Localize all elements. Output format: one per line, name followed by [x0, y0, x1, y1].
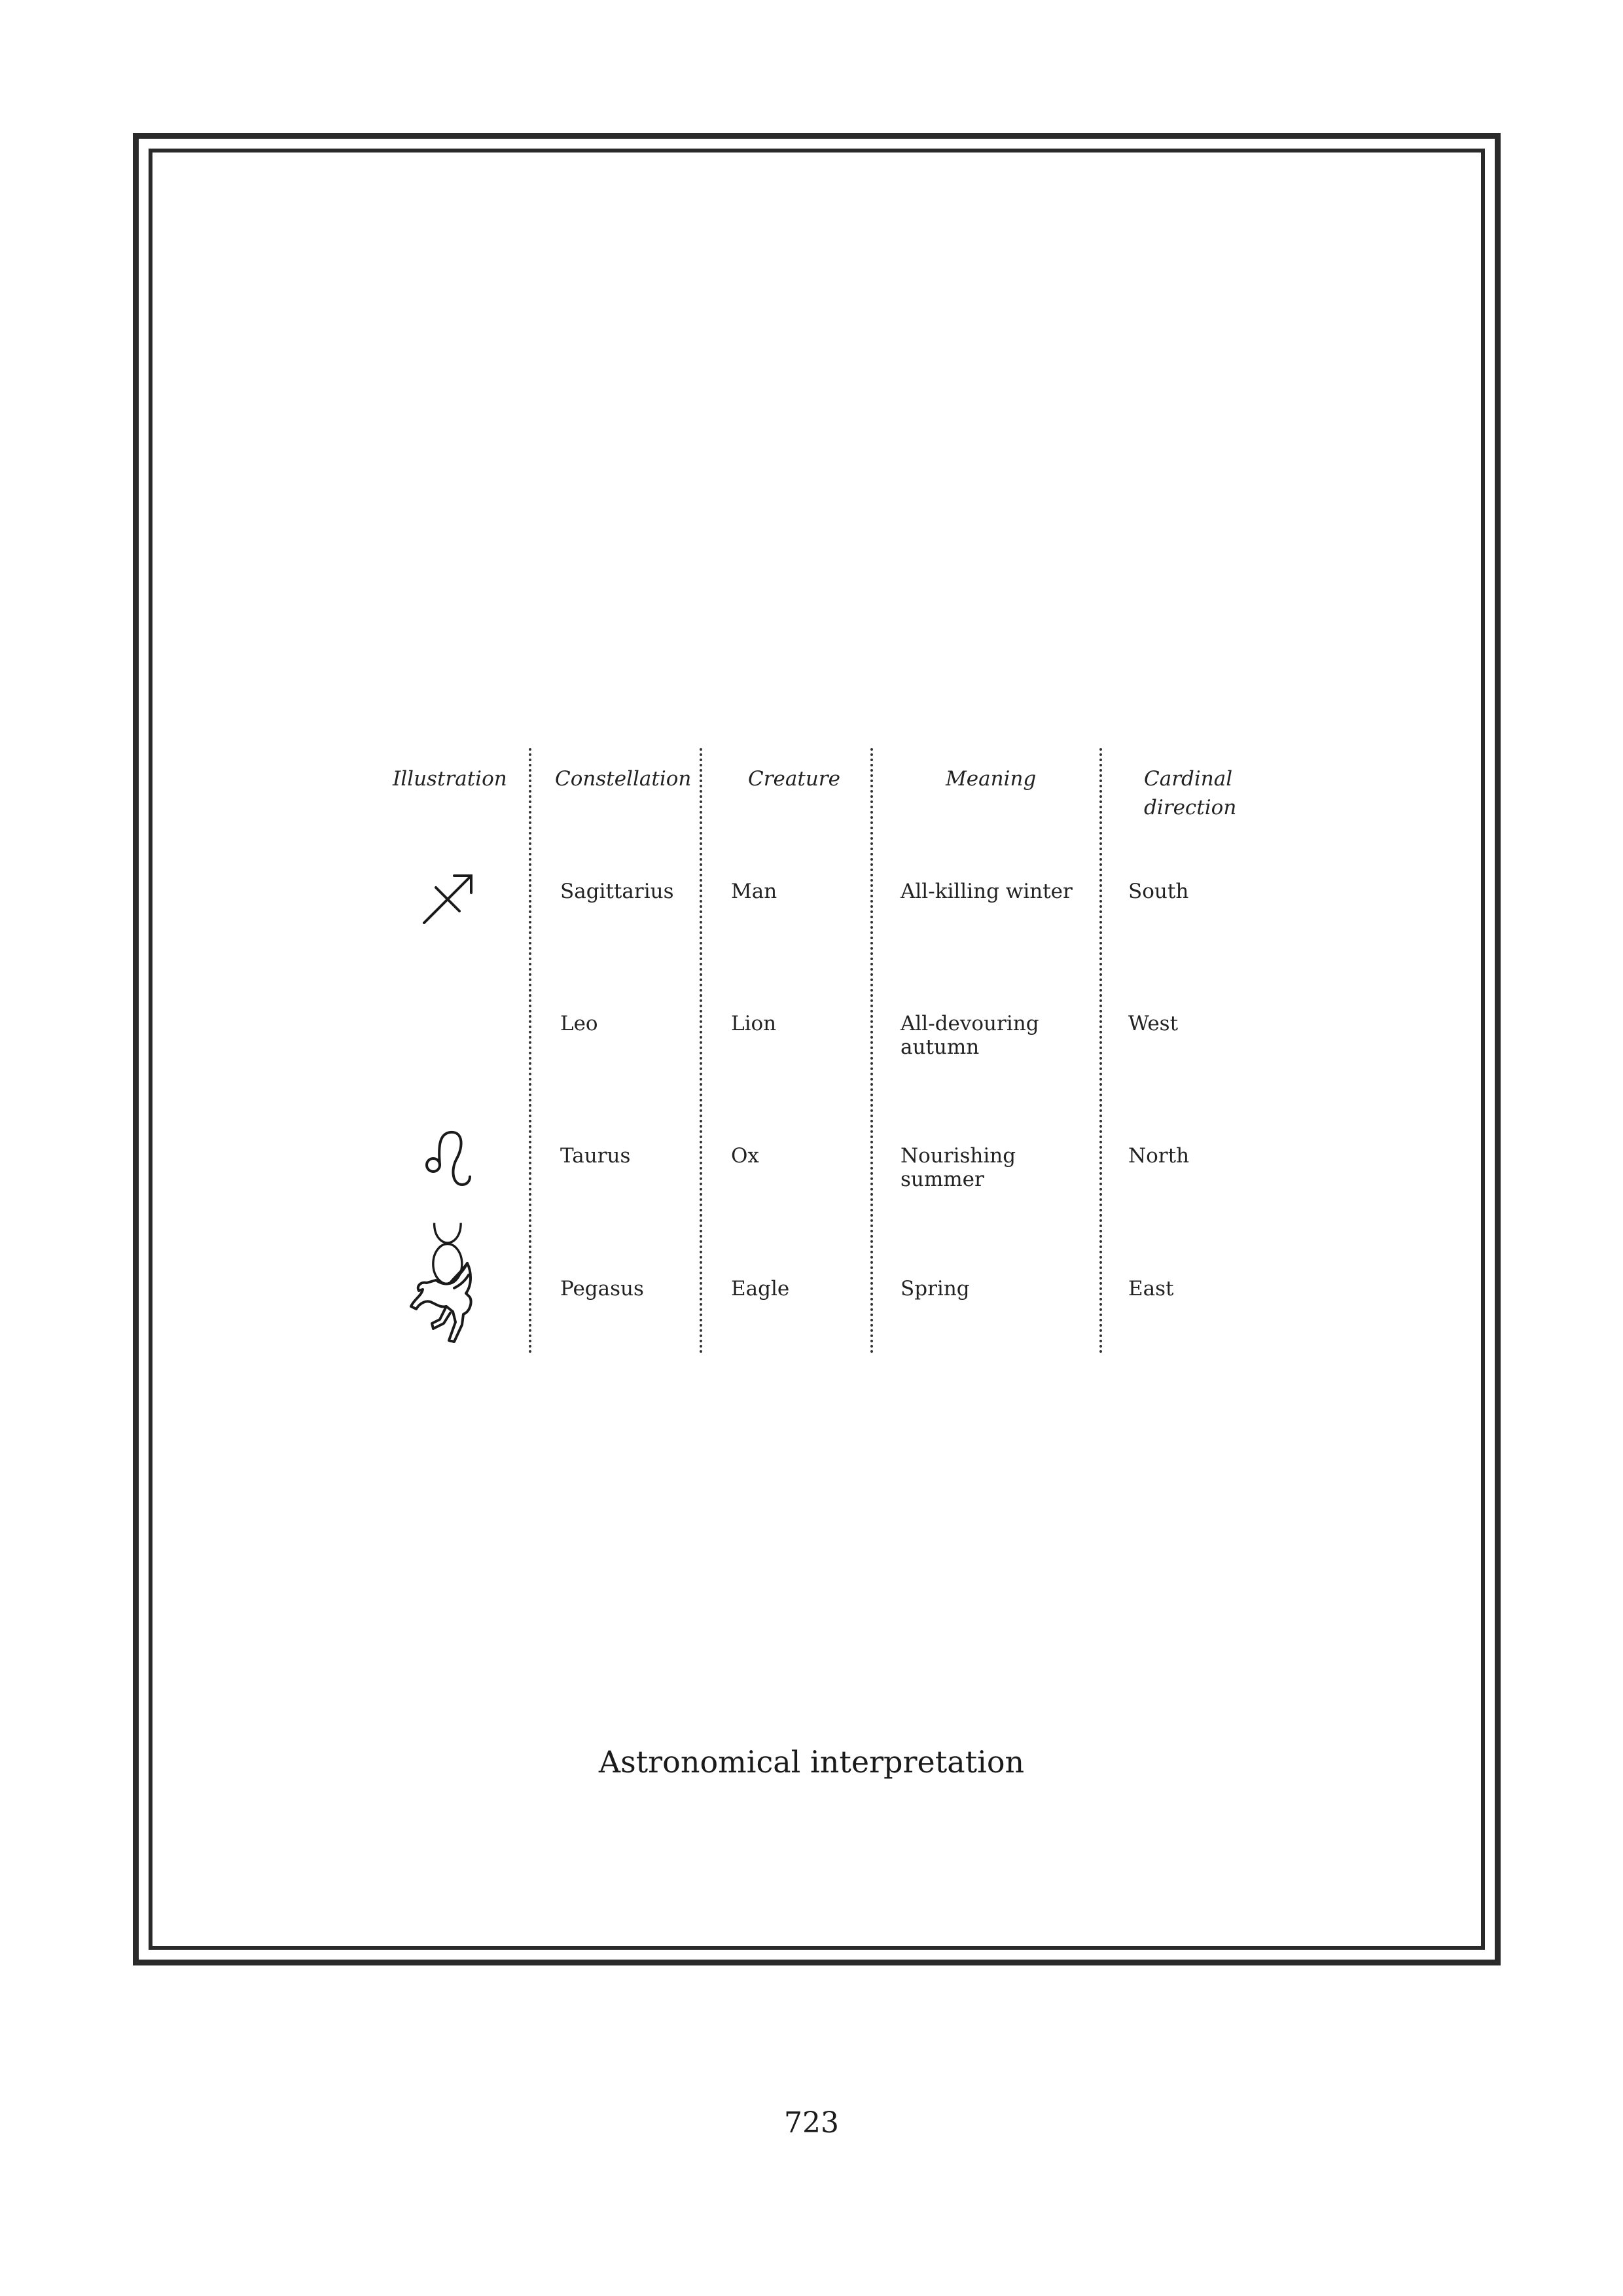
page-border-inner [149, 149, 1485, 1950]
direction-cell: East [1128, 1277, 1174, 1300]
column-divider [870, 748, 873, 1354]
column-divider [700, 748, 702, 1354]
creature-cell: Eagle [731, 1277, 790, 1300]
creature-cell: Ox [731, 1144, 759, 1168]
page-number: 723 [784, 2106, 839, 2140]
meaning-cell: Spring [901, 1277, 970, 1300]
constellation-cell: Sagittarius [560, 880, 674, 903]
header-constellation: Constellation [555, 767, 692, 791]
meaning-cell: All-devouring autumn [901, 1012, 1039, 1059]
constellation-cell: Leo [560, 1012, 598, 1035]
constellation-cell: Pegasus [560, 1277, 644, 1300]
leo-icon [419, 1119, 478, 1191]
direction-cell: South [1128, 880, 1189, 903]
direction-cell: North [1128, 1144, 1190, 1168]
column-divider [529, 748, 531, 1354]
header-illustration: Illustration [393, 767, 507, 791]
meaning-cell: Nourishing summer [901, 1144, 1016, 1191]
figure-caption: Astronomical interpretation [598, 1744, 1025, 1780]
direction-cell: West [1128, 1012, 1179, 1035]
header-meaning: Meaning [946, 767, 1037, 791]
creature-cell: Man [731, 880, 777, 903]
sagittarius-icon [418, 857, 476, 929]
header-cardinal-direction: Cardinal direction [1144, 767, 1237, 819]
constellation-cell: Taurus [560, 1144, 631, 1168]
column-divider [1099, 748, 1102, 1354]
pegasus-icon [407, 1257, 479, 1361]
creature-cell: Lion [731, 1012, 777, 1035]
header-creature: Creature [748, 767, 840, 791]
meaning-cell: All-killing winter [901, 880, 1073, 903]
